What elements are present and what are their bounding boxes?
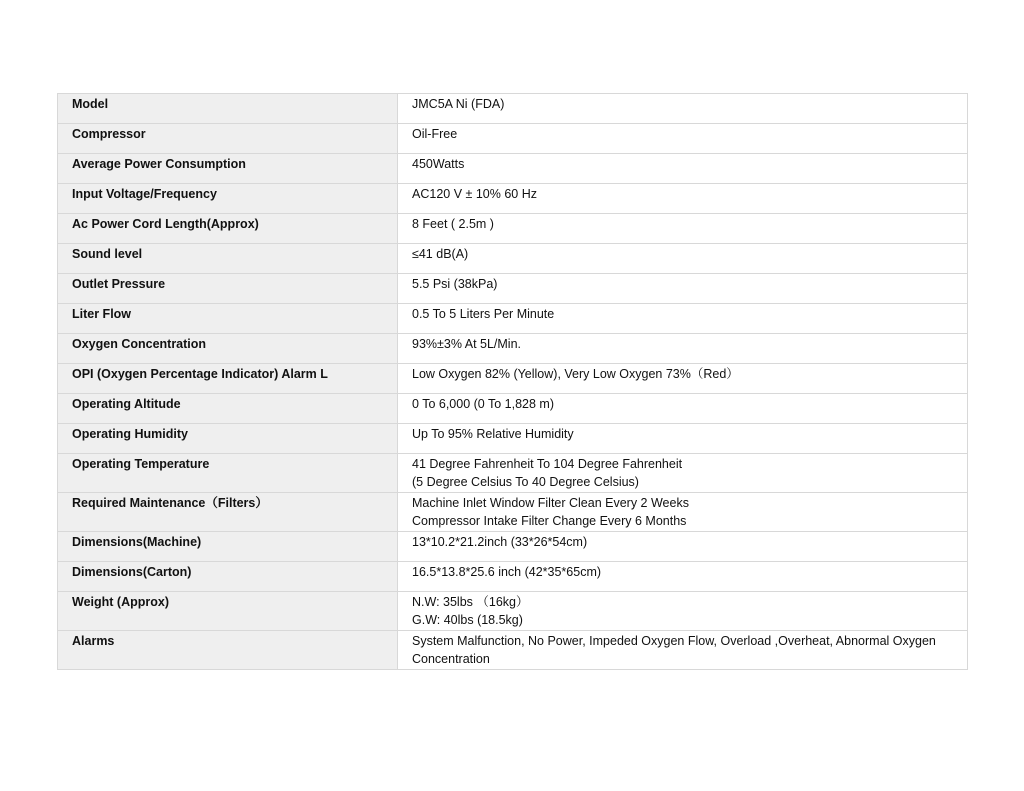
spec-label: Operating Temperature	[58, 454, 398, 493]
spec-label: Ac Power Cord Length(Approx)	[58, 214, 398, 244]
spec-value-line: JMC5A Ni (FDA)	[412, 97, 505, 111]
spec-row-required-maintenance	[58, 493, 968, 532]
spec-label: Operating Humidity	[58, 424, 398, 454]
spec-value-line: (5 Degree Celsius To 40 Degree Celsius)	[412, 475, 639, 489]
spec-row-model	[58, 94, 968, 124]
spec-value	[398, 334, 968, 364]
spec-row-operating-humidity	[58, 424, 968, 454]
spec-value	[398, 394, 968, 424]
spec-row-operating-temperature	[58, 454, 968, 493]
spec-value-line: 0.5 To 5 Liters Per Minute	[412, 307, 555, 321]
spec-value	[398, 274, 968, 304]
spec-row-power-consumption	[58, 154, 968, 184]
spec-row-outlet-pressure	[58, 274, 968, 304]
spec-label: Oxygen Concentration	[58, 334, 398, 364]
spec-value-line: 16.5*13.8*25.6 inch (42*35*65cm)	[412, 565, 602, 579]
spec-value	[398, 631, 968, 670]
spec-label: Dimensions(Machine)	[58, 532, 398, 562]
spec-value-line: Machine Inlet Window Filter Clean Every 2 Weeks	[412, 496, 689, 510]
spec-row-dimensions-carton	[58, 562, 968, 592]
spec-row-sound-level	[58, 244, 968, 274]
spec-label: Weight (Approx)	[58, 592, 398, 631]
spec-value	[398, 454, 968, 493]
spec-value-line: AC120 V ± 10% 60 Hz	[412, 187, 537, 201]
spec-label: Model	[58, 94, 398, 124]
spec-value	[398, 364, 968, 394]
spec-label: Outlet Pressure	[58, 274, 398, 304]
spec-value	[398, 592, 968, 631]
spec-value-line: 450Watts	[412, 157, 465, 171]
spec-value	[398, 493, 968, 532]
spec-value	[398, 94, 968, 124]
spec-value	[398, 184, 968, 214]
spec-label: Average Power Consumption	[58, 154, 398, 184]
spec-label: OPI (Oxygen Percentage Indicator) Alarm L	[58, 364, 398, 394]
spec-label: Operating Altitude	[58, 394, 398, 424]
spec-value	[398, 304, 968, 334]
spec-row-operating-altitude	[58, 394, 968, 424]
spec-label: Liter Flow	[58, 304, 398, 334]
spec-label: Dimensions(Carton)	[58, 562, 398, 592]
spec-label: Compressor	[58, 124, 398, 154]
spec-value-line: Compressor Intake Filter Change Every 6 Months	[412, 514, 687, 528]
spec-label: Sound level	[58, 244, 398, 274]
spec-value-line: System Malfunction, No Power, Impeded Oxygen Flow, Overload ,Overheat, Abnormal Oxygen Concentration	[412, 634, 936, 666]
spec-label: Alarms	[58, 631, 398, 670]
spec-value	[398, 124, 968, 154]
spec-value	[398, 562, 968, 592]
spec-value-line: N.W: 35lbs （16kg）	[412, 595, 529, 609]
spec-value	[398, 214, 968, 244]
spec-label: Input Voltage/Frequency	[58, 184, 398, 214]
spec-row-alarms	[58, 631, 968, 670]
spec-value	[398, 532, 968, 562]
spec-value	[398, 424, 968, 454]
spec-value-line: 5.5 Psi (38kPa)	[412, 277, 498, 291]
spec-row-opi-alarm	[58, 364, 968, 394]
spec-row-oxygen-concentration	[58, 334, 968, 364]
spec-row-power-cord	[58, 214, 968, 244]
spec-value-line: 93%±3% At 5L/Min.	[412, 337, 522, 351]
specifications-table	[57, 93, 968, 670]
spec-value	[398, 244, 968, 274]
spec-value	[398, 154, 968, 184]
spec-row-dimensions-machine	[58, 532, 968, 562]
spec-label: Required Maintenance（Filters）	[58, 493, 398, 532]
spec-row-liter-flow	[58, 304, 968, 334]
spec-value-line: G.W: 40lbs (18.5kg)	[412, 613, 523, 627]
spec-value-line: Low Oxygen 82% (Yellow), Very Low Oxygen 73%（Red）	[412, 367, 739, 381]
spec-value-line: 8 Feet ( 2.5m )	[412, 217, 494, 231]
spec-value-line: 41 Degree Fahrenheit To 104 Degree Fahrenheit	[412, 457, 683, 471]
spec-value-line: 13*10.2*21.2inch (33*26*54cm)	[412, 535, 588, 549]
spec-row-weight	[58, 592, 968, 631]
spec-value-line: ≤41 dB(A)	[412, 247, 469, 261]
spec-value-line: Oil-Free	[412, 127, 458, 141]
spec-row-input-voltage	[58, 184, 968, 214]
spec-row-compressor	[58, 124, 968, 154]
spec-value-line: 0 To 6,000 (0 To 1,828 m)	[412, 397, 554, 411]
spec-value-line: Up To 95% Relative Humidity	[412, 427, 574, 441]
